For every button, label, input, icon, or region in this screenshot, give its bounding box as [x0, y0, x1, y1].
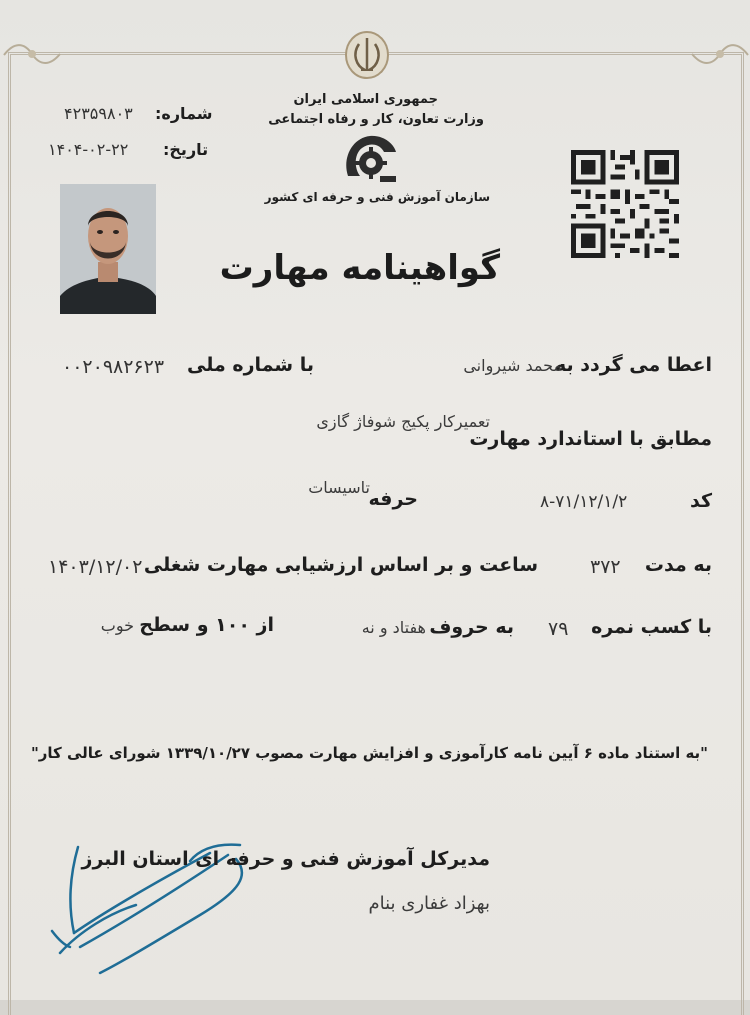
number-value: ۴۲۳۵۹۸۰۳	[64, 104, 133, 123]
recipient-photo	[60, 184, 156, 314]
awarded-label: اعطا می گردد به	[555, 354, 712, 376]
signatory-position: مدیرکل آموزش فنی و حرفه ای استان البرز	[81, 848, 490, 870]
number-label: شماره:	[155, 104, 213, 123]
certificate-title: گواهینامه مهارت	[219, 248, 500, 288]
recipient-name: محمد شیروانی	[463, 356, 562, 375]
signatory-name: بهزاد غفاری بنام	[368, 893, 490, 914]
duration-value: ۳۷۲	[590, 556, 621, 578]
evaluation-date: ۱۴۰۳/۱۲/۰۲	[48, 556, 143, 578]
tvto-logo-icon	[340, 128, 400, 188]
national-id-label: با شماره ملی	[187, 354, 314, 376]
corner-ornament-left	[2, 40, 62, 70]
qr-code	[570, 150, 680, 258]
iran-emblem-icon	[344, 30, 390, 80]
date-value: ۱۴۰۴-۰۲-۲۲	[48, 140, 129, 159]
in-words-label: به حروف	[429, 616, 514, 638]
standard-value: تعمیرکار پکیج شوفاژ گازی	[316, 412, 490, 431]
duration-label: به مدت	[644, 554, 712, 576]
level-value: خوب	[100, 616, 134, 635]
standard-label: مطابق با استاندارد مهارت	[469, 428, 712, 450]
hours-label: ساعت و بر اساس ارزشیابی مهارت شغلی	[143, 554, 538, 576]
trade-value: تاسیسات	[308, 478, 370, 497]
corner-ornament-right	[690, 40, 750, 70]
score-value: ۷۹	[548, 618, 569, 640]
date-label: تاریخ:	[163, 140, 209, 159]
code-value: ۸-۷۱/۱۲/۱/۲	[540, 492, 628, 512]
code-label: کد	[689, 490, 712, 512]
in-words-value: هفتاد و نه	[361, 618, 426, 637]
organization-name: سازمان آموزش فنی و حرفه ای کشور	[264, 190, 490, 204]
country-name: جمهوری اسلامی ایران	[293, 92, 438, 107]
national-id-value: ۰۰۲۰۹۸۲۶۲۳	[62, 356, 165, 378]
ministry-name: وزارت تعاون، کار و رفاه اجتماعی	[268, 112, 484, 127]
regulation-text: "به استناد ماده ۶ آیین نامه کارآموزی و افزایش مهارت مصوب ۱۳۳۹/۱۰/۲۷ شورای عالی کار"	[30, 744, 708, 762]
out-of-label: از ۱۰۰ و سطح	[139, 614, 274, 636]
trade-label: حرفه	[368, 488, 418, 510]
score-label: با کسب نمره	[591, 616, 712, 638]
